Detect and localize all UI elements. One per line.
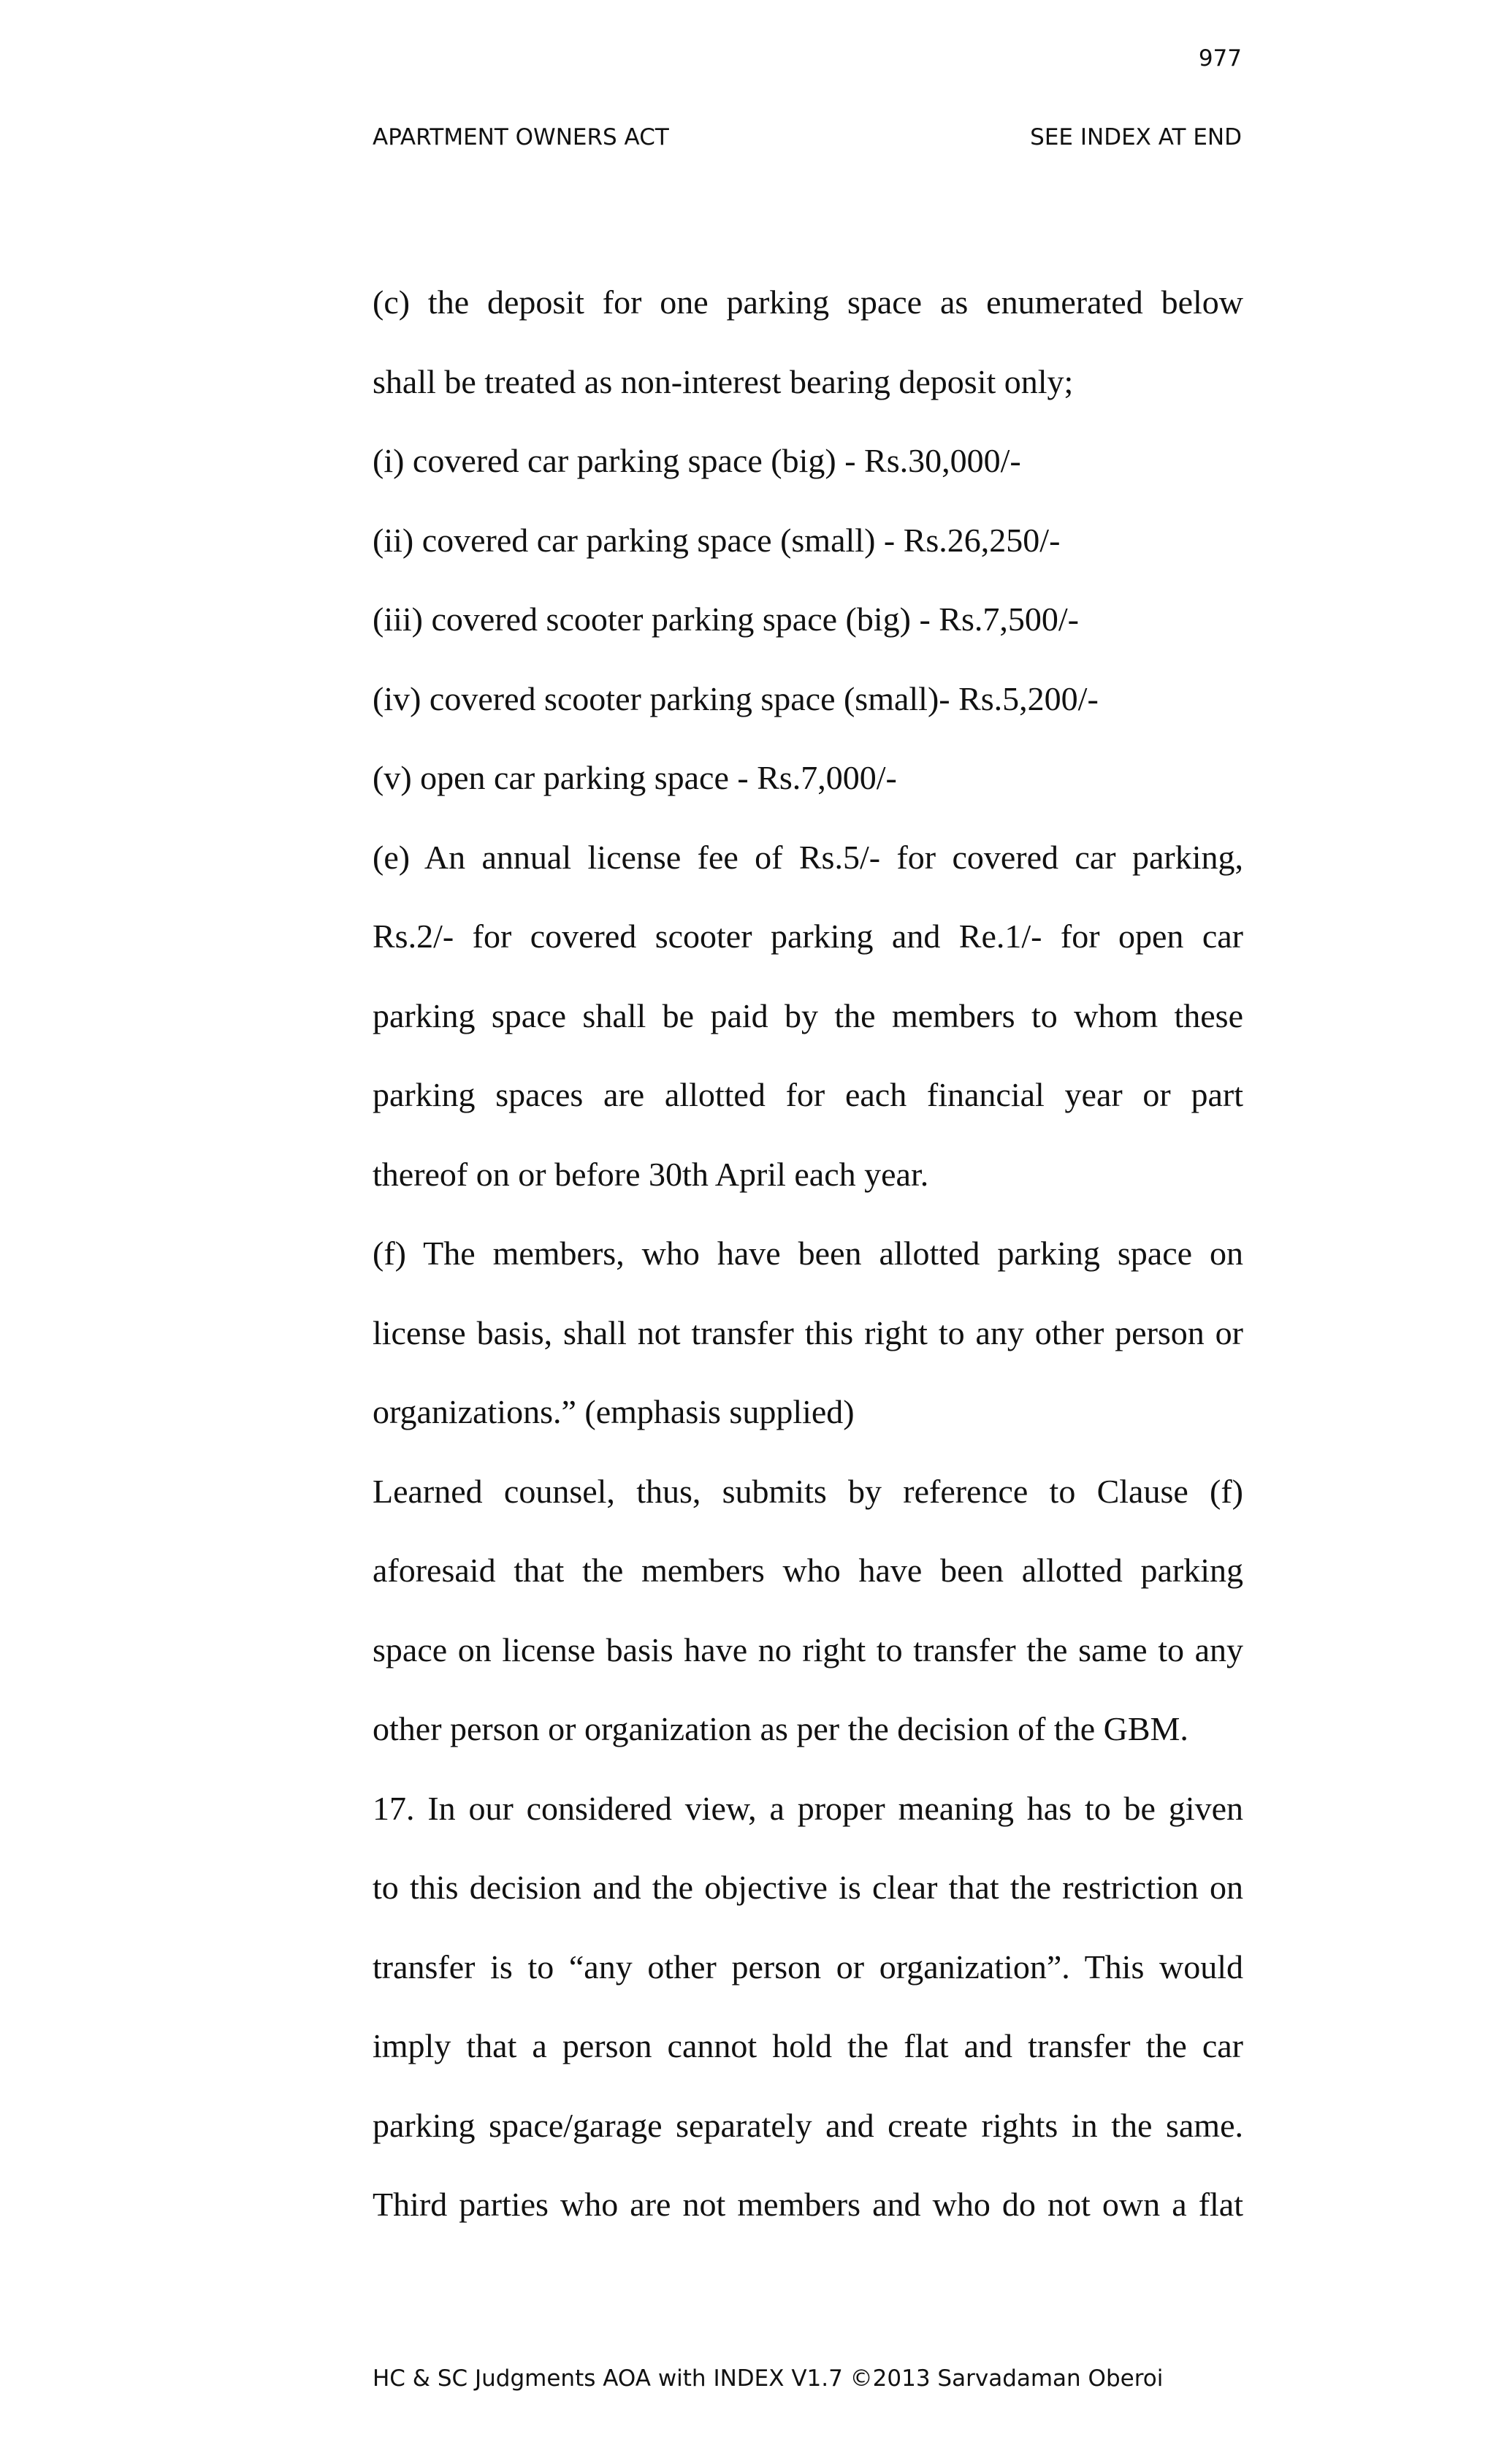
text-line: imply that a person cannot hold the flat and transfer the car xyxy=(373,2027,1243,2064)
text-line: (ii) covered car parking space (small) - Rs.26,250/- xyxy=(373,521,1061,559)
text-line: parking space/garage separately and create rights in the same. xyxy=(373,2106,1243,2144)
running-title: APARTMENT OWNERS ACT xyxy=(373,124,669,150)
text-line: (i) covered car parking space (big) - Rs.30,000/- xyxy=(373,442,1021,479)
text-line: 17. In our considered view, a proper meaning has to be given xyxy=(373,1789,1243,1827)
text-line: parking spaces are allotted for each financial year or part xyxy=(373,1076,1243,1113)
text-line: (f) The members, who have been allotted parking space on xyxy=(373,1235,1243,1272)
text-line: parking space shall be paid by the members to whom these xyxy=(373,996,1243,1034)
text-line: space on license basis have no right to transfer the same to any xyxy=(373,1630,1243,1668)
text-line: Learned counsel, thus, submits by reference to Clause (f) xyxy=(373,1472,1243,1510)
text-line: to this decision and the objective is clear that the restriction on xyxy=(373,1869,1243,1906)
text-line: (v) open car parking space - Rs.7,000/- xyxy=(373,759,897,796)
text-line: Third parties who are not members and who do not own a flat xyxy=(373,2186,1243,2223)
text-line: (iv) covered scooter parking space (small)- Rs.5,200/- xyxy=(373,679,1099,717)
text-line: (e) An annual license fee of Rs.5/- for covered car parking, xyxy=(373,838,1243,876)
text-line: (c) the deposit for one parking space as enumerated below xyxy=(373,283,1243,321)
text-line: (iii) covered scooter parking space (big) - Rs.7,500/- xyxy=(373,600,1079,638)
body-text xyxy=(373,263,1243,2245)
text-line: Rs.2/- for covered scooter parking and Re.1/- for open car xyxy=(373,918,1243,955)
index-note: SEE INDEX AT END xyxy=(1030,124,1242,150)
text-line: aforesaid that the members who have been allotted parking xyxy=(373,1552,1243,1589)
text-line: shall be treated as non-interest bearing deposit only; xyxy=(373,362,1074,400)
page-number: 977 xyxy=(1198,45,1242,72)
page-footer: HC & SC Judgments AOA with INDEX V1.7 ©2013 Sarvadaman Oberoi xyxy=(373,2365,1164,2392)
text-line: other person or organization as per the decision of the GBM. xyxy=(373,1710,1188,1747)
text-line: transfer is to “any other person or organization”. This would xyxy=(373,1948,1243,1986)
text-line: thereof on or before 30th April each year. xyxy=(373,1155,929,1193)
text-line: license basis, shall not transfer this right to any other person or xyxy=(373,1313,1243,1351)
text-line: organizations.” (emphasis supplied) xyxy=(373,1393,855,1430)
